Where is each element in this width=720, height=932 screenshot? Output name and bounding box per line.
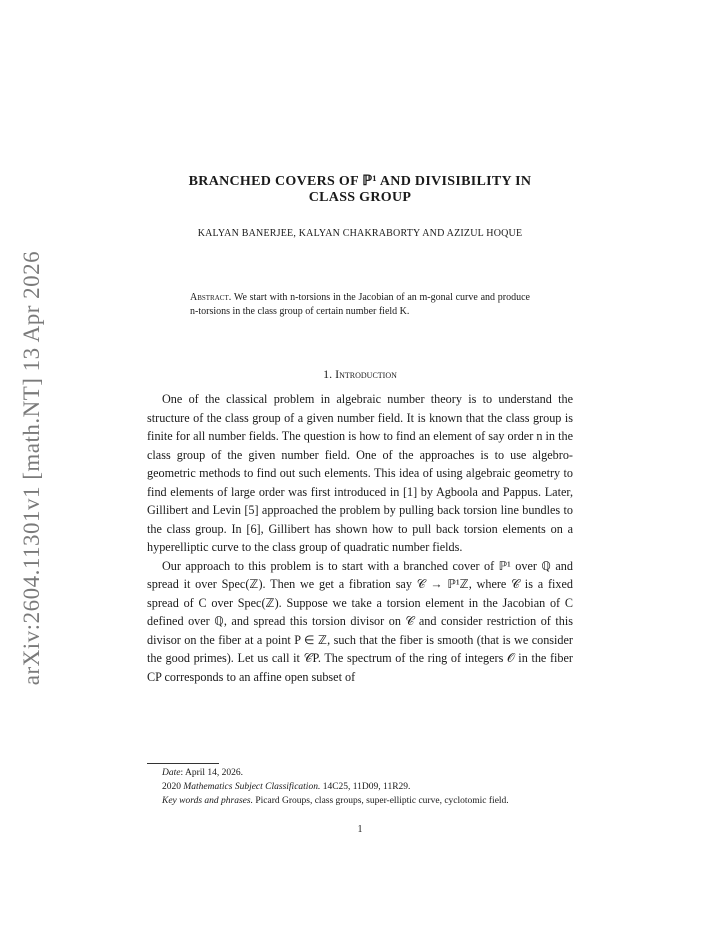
paper-title	[145, 174, 575, 206]
abstract-text: We start with n-torsions in the Jacobian of an m-gonal curve and produce n-torsions in the class group of certain number field K.	[190, 292, 530, 317]
footnotes	[147, 766, 573, 808]
keywords-value: Picard Groups, class groups, super-elliptic curve, cyclotomic field.	[252, 796, 509, 806]
paragraph-1: One of the classical problem in algebraic number theory is to understand the structure of the class group of a given number field. It is known that the class group is finite for all number fields. The question is how to find an element of say order n in the class group of the given number field. One of the approaches is to use algebro-geometric methods to find out such elements. This idea of using algebraic geometry to find elements of large order was first introduced in [1] by Agboola and Pappus. Later, Gillibert and Levin [5] approached the problem by pulling back torsion line bundles to the class group. In [6], Gillibert has shown how to pull back torsion elements on a hyperelliptic curve to the class group of quadratic number fields.	[147, 392, 573, 554]
footnote-date	[147, 766, 573, 780]
date-value: : April 14, 2026.	[180, 768, 244, 778]
msc-label: Mathematics Subject Classification.	[183, 782, 321, 792]
arxiv-sidebar-stamp	[2, 248, 62, 688]
msc-prefix: 2020	[162, 782, 184, 792]
footnote-keywords	[147, 794, 573, 808]
abstract-label: Abstract.	[190, 292, 232, 303]
paragraph-2: Our approach to this problem is to start with a branched cover of ℙ¹ over ℚ and spread it over Spec(ℤ). Then we get a fibration say 𝒞 → ℙ¹ℤ, where 𝒞 is a fixed spread of C over Spec(ℤ). Suppose we take a torsion element in the Jacobian of C defined over ℚ, and spread this torsion divisor on 𝒞 and consider restriction of this divisor on the fiber at a point P ∈ ℤ, such that the fiber is smooth (that is we consider the good primes). Let us call it 𝒞P. The spectrum of the ring of integers 𝒪 in the fiber CP corresponds to an affine open subset of	[147, 558, 573, 684]
abstract-block	[190, 291, 530, 319]
msc-value: 14C25, 11D09, 11R29.	[320, 782, 411, 792]
section-number: 1.	[323, 367, 333, 381]
section-title: Introduction	[335, 367, 397, 381]
footnote-divider	[147, 763, 219, 764]
date-label: Date	[162, 768, 181, 778]
footnote-msc	[147, 780, 573, 794]
section-heading	[145, 367, 575, 382]
title-line-2: CLASS GROUP	[308, 190, 412, 205]
keywords-label: Key words and phrases.	[162, 796, 253, 806]
arxiv-identifier: arXiv:2604.11301v1 [math.NT] 13 Apr 2026	[19, 250, 44, 686]
author-list: KALYAN BANERJEE, KALYAN CHAKRABORTY AND AZIZUL HOQUE	[197, 228, 523, 239]
page-number: 1	[357, 824, 363, 835]
introduction-body	[147, 390, 573, 686]
title-line-1: BRANCHED COVERS OF ℙ¹ AND DIVISIBILITY IN	[188, 174, 532, 189]
